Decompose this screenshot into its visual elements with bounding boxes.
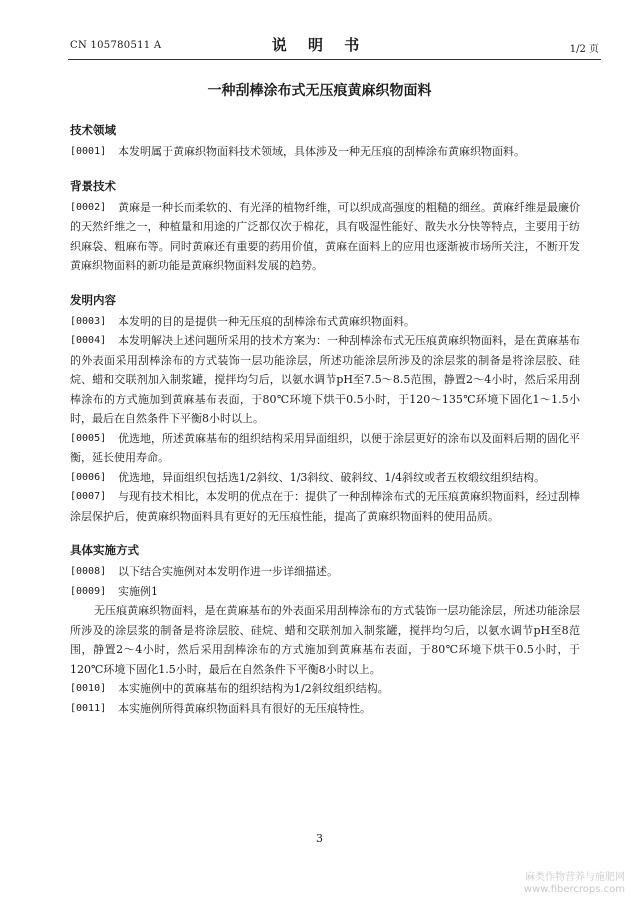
paragraph-number: [0011] — [70, 702, 107, 714]
paragraph — [70, 582, 580, 602]
paragraph-number: [0008] — [70, 566, 107, 577]
page-indicator: 1/2 页 — [569, 44, 599, 55]
paragraph-number: [0004] — [70, 335, 107, 346]
paragraph-text: 优选地，所述黄麻基布的组织结构采用异面组织，以便于涂层更好的涂布以及面料后期的固化平衡，延长使用寿命。 — [70, 431, 580, 464]
paragraph-text: 本实施例中的黄麻基布的组织结构为1/2斜纹组织结构。 — [118, 682, 389, 695]
paragraph — [70, 142, 580, 162]
paragraph-text: 本发明的目的是提供一种无压痕的刮棒涂布式黄麻织物面料。 — [118, 314, 415, 328]
section-heading-tech-field: 技术领域 — [70, 123, 116, 137]
paragraph-text: 本发明属于黄麻织物面料技术领域，具体涉及一种无压痕的刮棒涂布黄麻织物面料。 — [118, 145, 525, 158]
paragraph-number: [0002] — [70, 201, 107, 213]
header-divider — [68, 59, 601, 60]
paragraph-number: [0003] — [70, 315, 107, 327]
paragraph — [70, 331, 580, 429]
section-heading-embodiment: 具体实施方式 — [70, 543, 139, 557]
paragraph — [70, 562, 580, 582]
watermark-line: 麻类作物营养与施肥网 — [525, 872, 625, 883]
document-body — [70, 120, 580, 718]
section-heading-background: 背景技术 — [70, 178, 116, 193]
paragraph — [70, 312, 580, 332]
document-title: 一种刮棒涂布式无压痕黄麻织物面料 — [207, 83, 432, 99]
patent-number: CN 105780511 A — [70, 40, 162, 51]
page-number: 3 — [316, 832, 323, 845]
paragraph — [70, 198, 580, 276]
watermark — [524, 872, 625, 896]
paragraph-text: 实施例1 — [118, 584, 158, 598]
paragraph-number: [0006] — [70, 471, 107, 483]
paragraph-text: 与现有技术相比，本发明的优点在于：提供了一种刮棒涂布式的无压痕黄麻织物面料，经过刮棒涂层保护后，使黄麻织物面料具有更好的无压痕性能，提高了黄麻织物面料的使用品质。 — [70, 490, 580, 523]
paragraph-number: [0009] — [70, 585, 107, 597]
section-heading-invention: 发明内容 — [70, 292, 116, 307]
paragraph-number: [0010] — [70, 683, 107, 694]
document-type: 说 明 书 — [271, 36, 368, 54]
paragraph — [70, 429, 580, 468]
paragraph-text: 本实施例所得黄麻织物面料具有很好的无压痕特性。 — [118, 701, 371, 715]
embodiment-body-text: 无压痕黄麻织物面料，是在黄麻基布的外表面采用刮棒涂布的方式装饰一层功能涂层，所述功能涂层所涉及的涂层浆的制备是将涂层胶、硅烷、蜡和交联剂加入制浆罐，搅拌均匀后，以氨水调节pH至8范围，静置2～4小时，然后采用刮棒涂布的方式施加到黄麻基布表面，于80℃环境下烘干0.5小时，于120℃环境下固化1.5小时，最后在自然条件下平衡8小时以上。 — [70, 604, 580, 676]
paragraph — [70, 699, 580, 719]
paragraph-text: 黄麻是一种长而柔软的、有光泽的植物纤维，可以织成高强度的粗糙的细丝。黄麻纤维是最廉价的天然纤维之一，种植量和用途的广泛都仅次于棉花，具有吸湿性能好、散失水分快等特点，主要用于纺织麻袋、粗麻布等。同时黄麻还有重要的药用价值，黄麻在面料上的应用也逐渐被市场所关注，不断开发黄麻织物面料的新功能是黄麻织物面料发展的趋势。 — [70, 200, 580, 272]
paragraph-text: 优选地，异面组织包括选1/2斜纹、1/3斜纹、破斜纹、1/4斜纹或者五枚缎纹组织结构。 — [118, 470, 546, 484]
paragraph-text: 以下结合实施例对本发明作进一步详细描述。 — [118, 565, 338, 578]
paragraph — [70, 679, 580, 699]
paragraph — [70, 487, 580, 526]
paragraph-number: [0001] — [70, 146, 107, 157]
paragraph-number: [0005] — [70, 432, 107, 444]
paragraph-text: 本发明解决上述问题所采用的技术方案为：一种刮棒涂布式无压痕黄麻织物面料，是在黄麻基布的外表面采用刮棒涂布的方式装饰一层功能涂层，所述功能涂层所涉及的涂层浆的制备是将涂层胶、硅烷、蜡和交联剂加入制浆罐，搅拌均匀后，以氨水调节pH至7.5～8.5范围，静置2～4小时，然后采用刮棒涂布的方式施加到黄麻基布表面，于80℃环境下烘干0.5小时，于120～135℃环境下固化1～1.5小时，最后在自然条件下平衡8小时以上。 — [70, 334, 580, 425]
paragraph-number: [0007] — [70, 491, 107, 502]
paragraph — [70, 468, 580, 488]
watermark-url: www.fibercrops.com — [523, 884, 625, 895]
